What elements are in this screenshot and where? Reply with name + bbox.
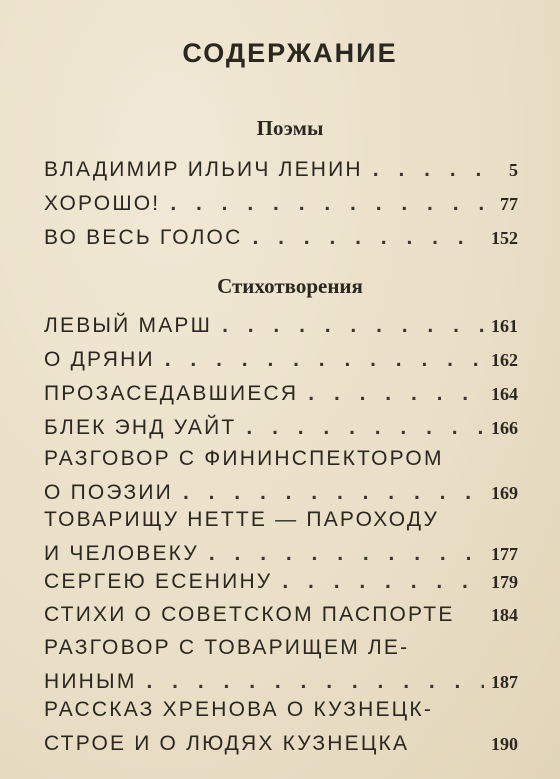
entry-title: ВЛАДИМИР ИЛЬИЧ ЛЕНИН: [44, 158, 363, 181]
dot-leader: [252, 221, 484, 255]
toc-entry[interactable]: [44, 187, 518, 221]
page-title: СОДЕРЖАНИЕ: [182, 38, 398, 68]
page-number: 152: [491, 228, 518, 248]
entry-title: СЕРГЕЮ ЕСЕНИНУ: [44, 570, 273, 593]
entry-title: ХОРОШО!: [44, 192, 161, 215]
page-number: 5: [509, 160, 518, 180]
section-heading-poems: Поэмы: [256, 116, 324, 140]
page-number: 164: [491, 384, 518, 404]
entry-title-line: ТОВАРИЩУ НЕТТЕ — ПАРОХОДУ: [44, 508, 440, 531]
dot-leader: [170, 187, 484, 221]
entry-title: ВО ВЕСЬ ГОЛОС: [44, 226, 243, 249]
page-number: 177: [491, 544, 518, 564]
entry-title: О ДРЯНИ: [44, 348, 155, 371]
dot-leader: [246, 411, 484, 445]
dot-leader: [282, 565, 484, 599]
dot-leader: [165, 343, 484, 377]
toc-entry[interactable]: [44, 693, 518, 761]
toc-entry[interactable]: [44, 343, 518, 377]
page-number: 179: [491, 572, 518, 592]
toc-entry[interactable]: [44, 598, 518, 632]
toc-entry[interactable]: [44, 503, 518, 571]
entry-title: ЛЕВЫЙ МАРШ: [44, 314, 213, 337]
entry-title-line: И ЧЕЛОВЕКУ: [44, 542, 199, 565]
page-number: 169: [491, 483, 518, 503]
page-number: 187: [491, 672, 518, 692]
dot-leader: [308, 377, 484, 411]
toc-entry[interactable]: [44, 411, 518, 445]
page-number: 166: [491, 418, 518, 438]
page-number: 184: [491, 605, 518, 625]
page-number: 190: [491, 734, 518, 754]
toc-entry[interactable]: [44, 221, 518, 255]
page-number: 162: [491, 350, 518, 370]
entry-title-line: СТРОЕ И О ЛЮДЯХ КУЗНЕЦКА: [44, 732, 410, 755]
entry-title-line: РАЗГОВОР С ФИНИНСПЕКТОРОМ: [44, 447, 444, 470]
entry-title: БЛЕК ЭНД УАЙТ: [44, 416, 237, 439]
toc-entry[interactable]: [44, 442, 518, 510]
page-number: 161: [491, 316, 518, 336]
page-number: 77: [500, 194, 518, 214]
dot-leader: [373, 153, 484, 187]
entry-title: ПРОЗАСЕДАВШИЕСЯ: [44, 382, 299, 405]
dot-leader: [222, 309, 484, 343]
entry-title: СТИХИ О СОВЕТСКОМ ПАСПОРТЕ: [44, 603, 455, 626]
entry-title-line: РАССКАЗ ХРЕНОВА О КУЗНЕЦК-: [44, 698, 434, 721]
entry-title-line: НИНЫМ: [44, 670, 137, 693]
toc-entry[interactable]: [44, 377, 518, 411]
entry-title-line: РАЗГОВОР С ТОВАРИЩЕМ ЛЕ-: [44, 636, 410, 659]
toc-entry[interactable]: [44, 631, 518, 699]
entry-title-line: О ПОЭЗИИ: [44, 481, 173, 504]
toc-entry[interactable]: [44, 153, 518, 187]
toc-entry[interactable]: [44, 565, 518, 599]
toc-entry[interactable]: [44, 309, 518, 343]
section-heading-poems-short: Стихотворения: [217, 274, 363, 298]
